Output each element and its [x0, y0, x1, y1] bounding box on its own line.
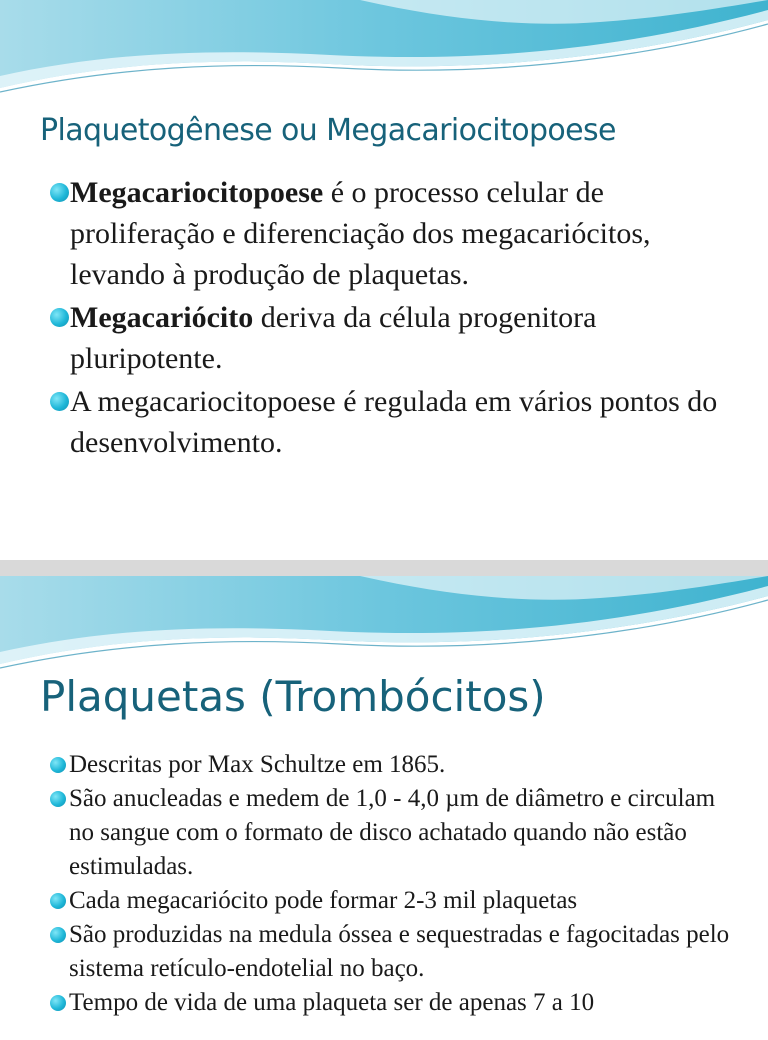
- wave-banner: [0, 0, 768, 100]
- wave-banner: [0, 576, 768, 676]
- bullet-dot-icon: [50, 308, 69, 327]
- bullet-dot-icon: [50, 392, 69, 411]
- bullet-text: deriva da célula progenitora pluripotente.: [70, 301, 597, 375]
- list-item: [0, 172, 740, 295]
- bullet-dot-icon: [50, 893, 66, 909]
- bullet-text: São anucleadas e medem de 1,0 - 4,0 µm de diâmetro e circulam no sangue com o formato de disco achatado quando não estão estimuladas.: [69, 785, 716, 880]
- list-item: [0, 297, 740, 379]
- list-item: [0, 381, 740, 463]
- bullet-dot-icon: [50, 927, 66, 943]
- bullet-dot-icon: [50, 791, 66, 807]
- bullet-dot-icon: [50, 183, 69, 202]
- list-item: [0, 782, 740, 884]
- bullet-text: Descritas por Max Schultze em 1865.: [69, 751, 446, 778]
- bullet-dot-icon: [50, 995, 66, 1011]
- bullet-text: Tempo de vida de uma plaqueta ser de apenas 7 a 10: [69, 989, 595, 1016]
- slide-title: Plaquetogênese ou Megacariocitopoese: [40, 113, 616, 148]
- bullet-text: A megacariocitopoese é regulada em vários pontos do desenvolvimento.: [70, 385, 718, 459]
- bullet-text: é o processo celular de proliferação e diferenciação dos megacariócitos, levando à produção de plaquetas.: [70, 176, 651, 291]
- list-item: [0, 884, 740, 918]
- bold-term: Megacariocitopoese: [70, 176, 324, 209]
- list-item: [0, 748, 740, 782]
- list-item: [0, 986, 740, 1020]
- bullet-dot-icon: [50, 757, 66, 773]
- list-item: [0, 918, 740, 986]
- slide-title: Plaquetas (Trombócitos): [40, 672, 546, 721]
- bullet-text: São produzidas na medula óssea e sequestradas e fagocitadas pelo sistema retículo-endotelial no baço.: [69, 921, 730, 982]
- bold-term: Megacariócito: [70, 301, 254, 334]
- bullet-text: Cada megacariócito pode formar 2-3 mil plaquetas: [69, 887, 578, 914]
- bullet-list: [0, 748, 740, 1020]
- bullet-list: [0, 172, 740, 465]
